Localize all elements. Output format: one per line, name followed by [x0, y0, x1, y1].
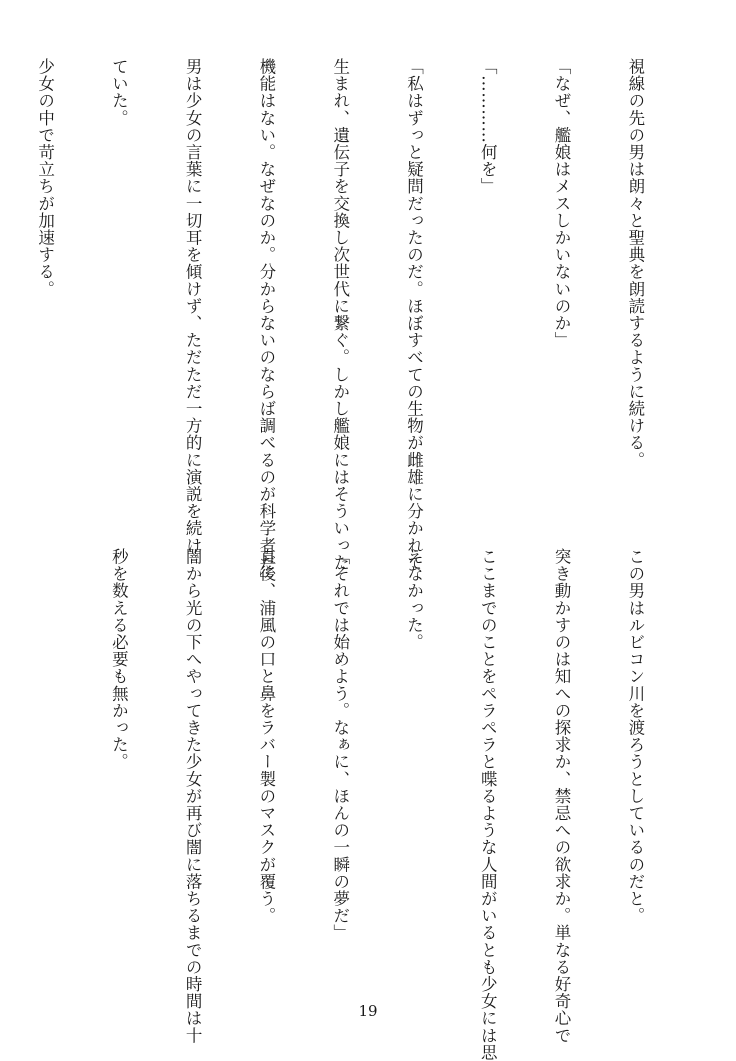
text-line: 視線の先の男は朗々と聖典を朗読するように続ける。	[625, 58, 645, 469]
text-line: えなかった。	[404, 548, 424, 651]
page-number: 19	[358, 1002, 378, 1020]
text-line: ここまでのことをペラペラと喋るような人間がいるとも少女には思	[478, 548, 498, 1061]
text-line: 機能はない。なぜなのか。分からないのならば調べるのが科学者だ」	[256, 58, 276, 589]
upper-text-block	[0, 58, 696, 589]
blank-line	[32, 548, 57, 968]
text-line: ていた。	[109, 58, 129, 127]
text-line: 生まれ、遺伝子を交換し次世代に繋ぐ。しかし艦娘にはそういった	[330, 58, 350, 571]
text-line: 闇から光の下へやってきた少女が再び闇に落ちるまでの時間は十	[183, 548, 203, 1044]
text-line: 「それでは始めよう。なぁに、ほんの一瞬の夢だ」	[330, 548, 350, 942]
text-line: 「なぜ、艦娘はメスしかいないのか」	[552, 58, 572, 349]
text-line: 直後、浦風の口と鼻をラバー製のマスクが覆う。	[256, 548, 276, 925]
text-line: この男はルビコン川を渡ろうとしているのだと。	[625, 548, 645, 925]
text-line: 「…………何を」	[478, 58, 498, 195]
text-line: 「私はずっと疑問だったのだ。ほぼすべての生物が雌雄に分かれて	[404, 58, 424, 571]
text-line: 秒を数える必要も無かった。	[109, 548, 129, 771]
text-line: 突き動かすのは知への探求か、禁忌への欲求か。単なる好奇心で	[552, 548, 572, 1044]
text-line: 少女の中で苛立ちが加速する。	[35, 58, 55, 298]
text-line: 男は少女の言葉に一切耳を傾けず、ただただ一方的に演説を続け	[183, 58, 203, 554]
